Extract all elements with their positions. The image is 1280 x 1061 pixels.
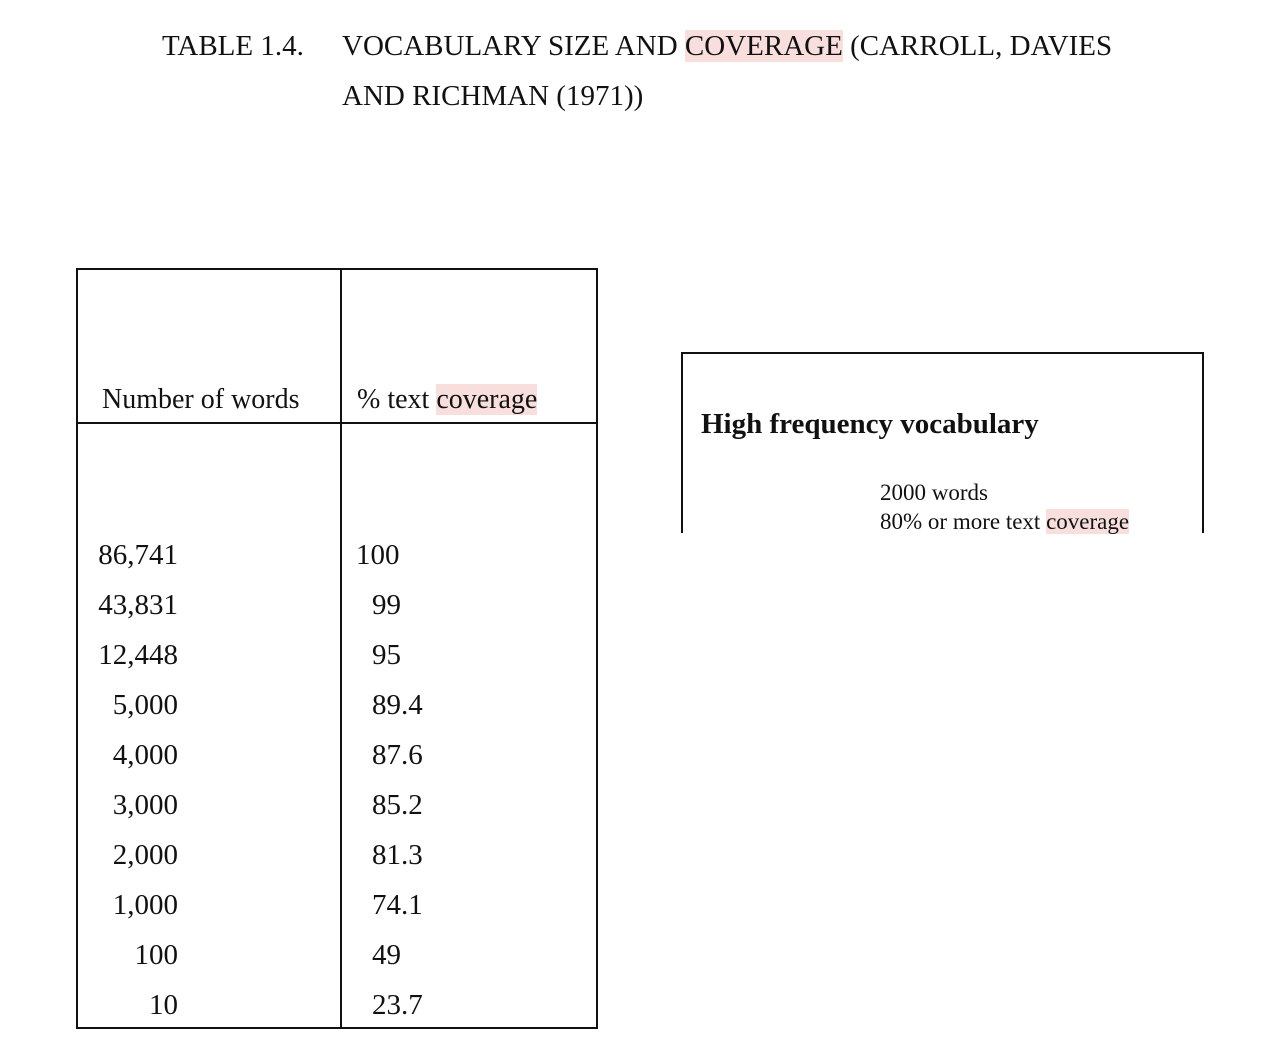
header-number-of-words: Number of words [102, 384, 300, 415]
column-divider [340, 270, 342, 1027]
title-text: VOCABULARY SIZE AND [342, 30, 685, 62]
header-divider [78, 422, 596, 424]
coverage-table [76, 268, 598, 1029]
cell-words: 4,000 [112, 739, 178, 771]
title-text: (CARROLL, DAVIES [842, 30, 1113, 62]
highlighted-term: coverage [1046, 509, 1130, 534]
cell-words: 10 [149, 989, 178, 1021]
cell-coverage: 49 [372, 939, 401, 971]
cell-words: 100 [134, 939, 178, 971]
callout-text: 80% or more text [880, 509, 1047, 534]
highlighted-term: COVERAGE [684, 30, 843, 62]
callout-word-count: 2000 words [880, 480, 988, 505]
high-frequency-callout [681, 352, 1204, 533]
header-text: % text [357, 384, 437, 415]
cell-coverage: 81.3 [372, 839, 423, 871]
cell-coverage: 99 [372, 589, 401, 621]
cell-words: 1,000 [112, 889, 178, 921]
cell-coverage: 95 [372, 639, 401, 671]
cell-words: 43,831 [98, 589, 178, 621]
callout-heading: High frequency vocabulary [701, 408, 1039, 440]
table-title-line-2: AND RICHMAN (1971)) [342, 80, 644, 112]
cell-coverage: 89.4 [372, 689, 423, 721]
cell-coverage: 74.1 [372, 889, 423, 921]
cell-words: 5,000 [112, 689, 178, 721]
cell-coverage: 23.7 [372, 989, 423, 1021]
header-text-coverage [357, 384, 537, 416]
table-title-line-1 [342, 30, 1112, 63]
cell-words: 3,000 [112, 789, 178, 821]
cell-coverage: 87.6 [372, 739, 423, 771]
highlighted-term: coverage [436, 384, 538, 415]
cell-words: 86,741 [98, 539, 178, 571]
cell-coverage: 100 [356, 539, 400, 571]
cell-coverage: 85.2 [372, 789, 423, 821]
cell-words: 2,000 [112, 839, 178, 871]
cell-words: 12,448 [98, 639, 178, 671]
table-number: TABLE 1.4. [162, 30, 304, 62]
callout-coverage-note [880, 509, 1129, 535]
